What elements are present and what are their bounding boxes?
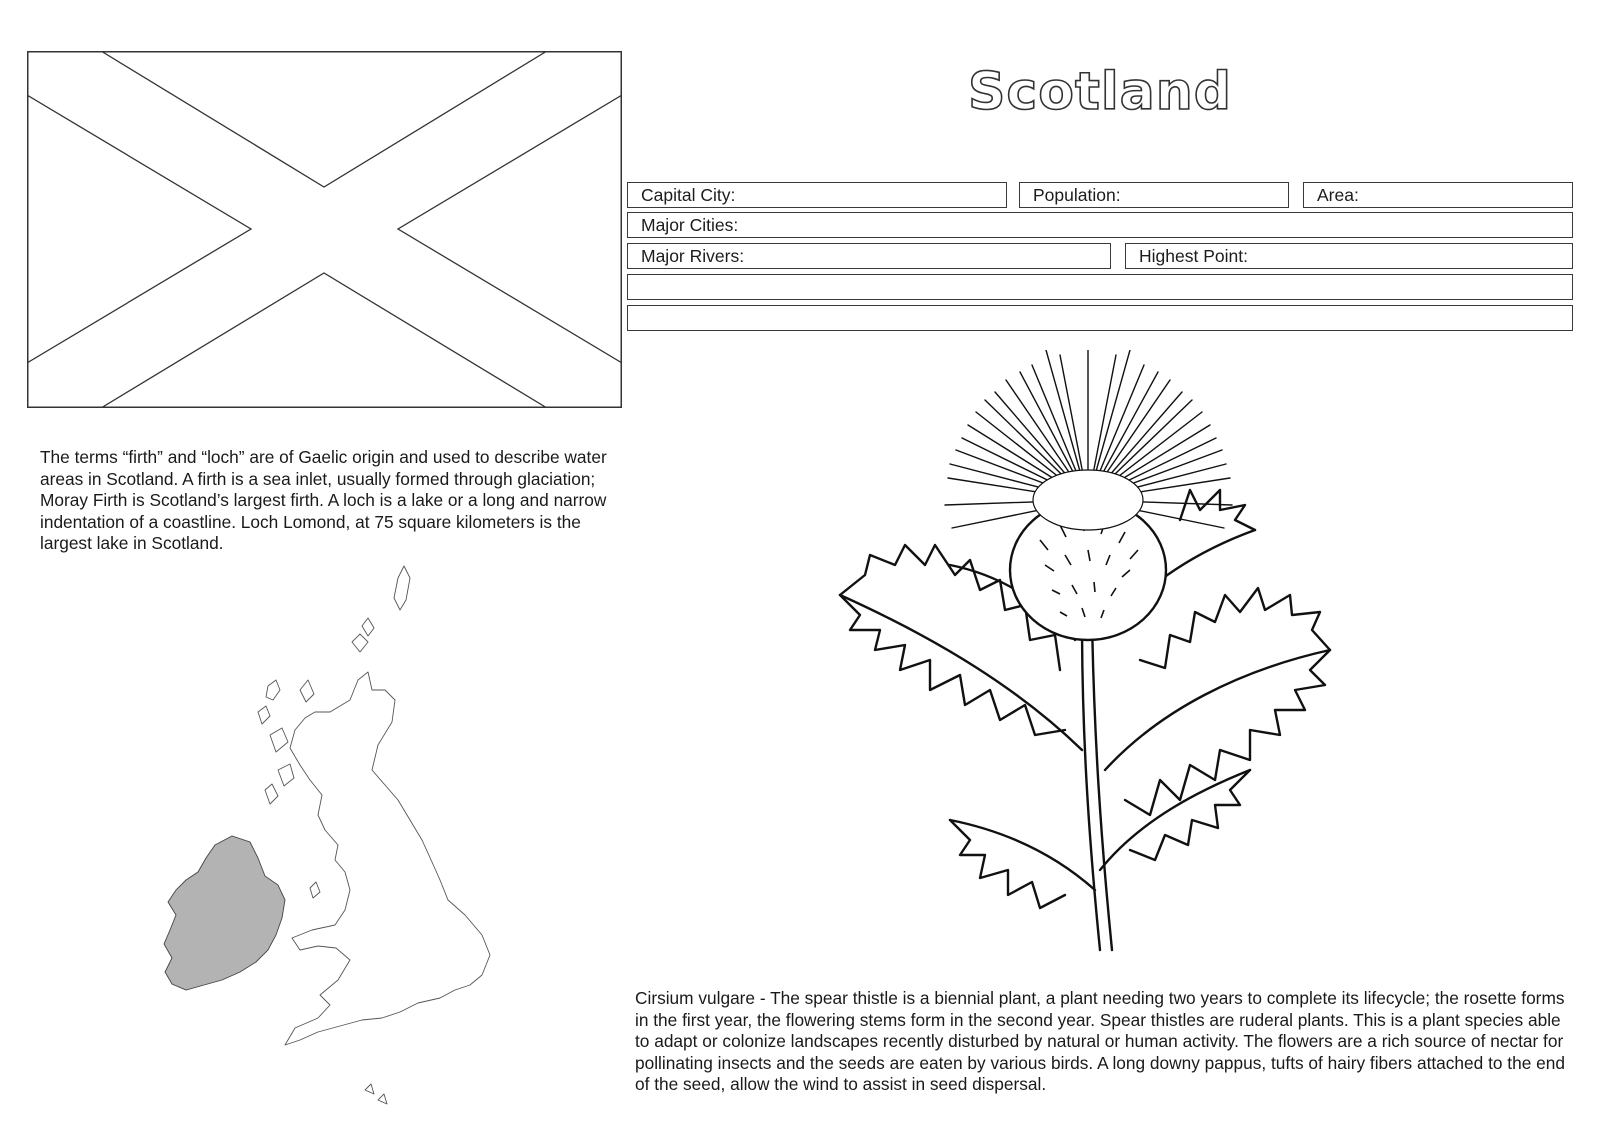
page-title: Scotland [967,62,1232,122]
major-rivers-field[interactable]: Major Rivers: [627,243,1111,269]
thistle-illustration [820,350,1380,975]
flag-outline [27,51,622,408]
highest-point-field[interactable]: Highest Point: [1125,243,1573,269]
population-field[interactable]: Population: [1019,182,1289,208]
blank-line-2[interactable] [627,305,1573,331]
british-isles-map [150,560,510,1120]
capital-city-field[interactable]: Capital City: [627,182,1007,208]
firth-loch-paragraph: The terms “firth” and “loch” are of Gaelic origin and used to describe water areas in Scotland. A firth is a sea inlet, usually formed through glaciation; Moray Firth is Scotland’s largest firth. A loch is a lake or a long and narrow indentation of a coastline. Loch Lomond, at 75 square kilometers is the largest lake in Scotland. [40,447,607,553]
thistle-paragraph: Cirsium vulgare - The spear thistle is a biennial plant, a plant needing two years to complete its lifecycle; the rosette forms in the first year, the flowering stems form in the second year. Spear thistles are ruderal plants. This is a plant species able to adapt or colonize landscapes recently disturbed by natural or human activity. The flowers are a rich source of nectar for pollinating insects and the seeds are eaten by various birds. A long downy pappus, tufts of hairy fibers attached to the end of the seed, allow the wind to assist in seed dispersal. [635,988,1565,1094]
blank-line-1[interactable] [627,274,1573,300]
area-field[interactable]: Area: [1303,182,1573,208]
major-cities-field[interactable]: Major Cities: [627,212,1573,238]
